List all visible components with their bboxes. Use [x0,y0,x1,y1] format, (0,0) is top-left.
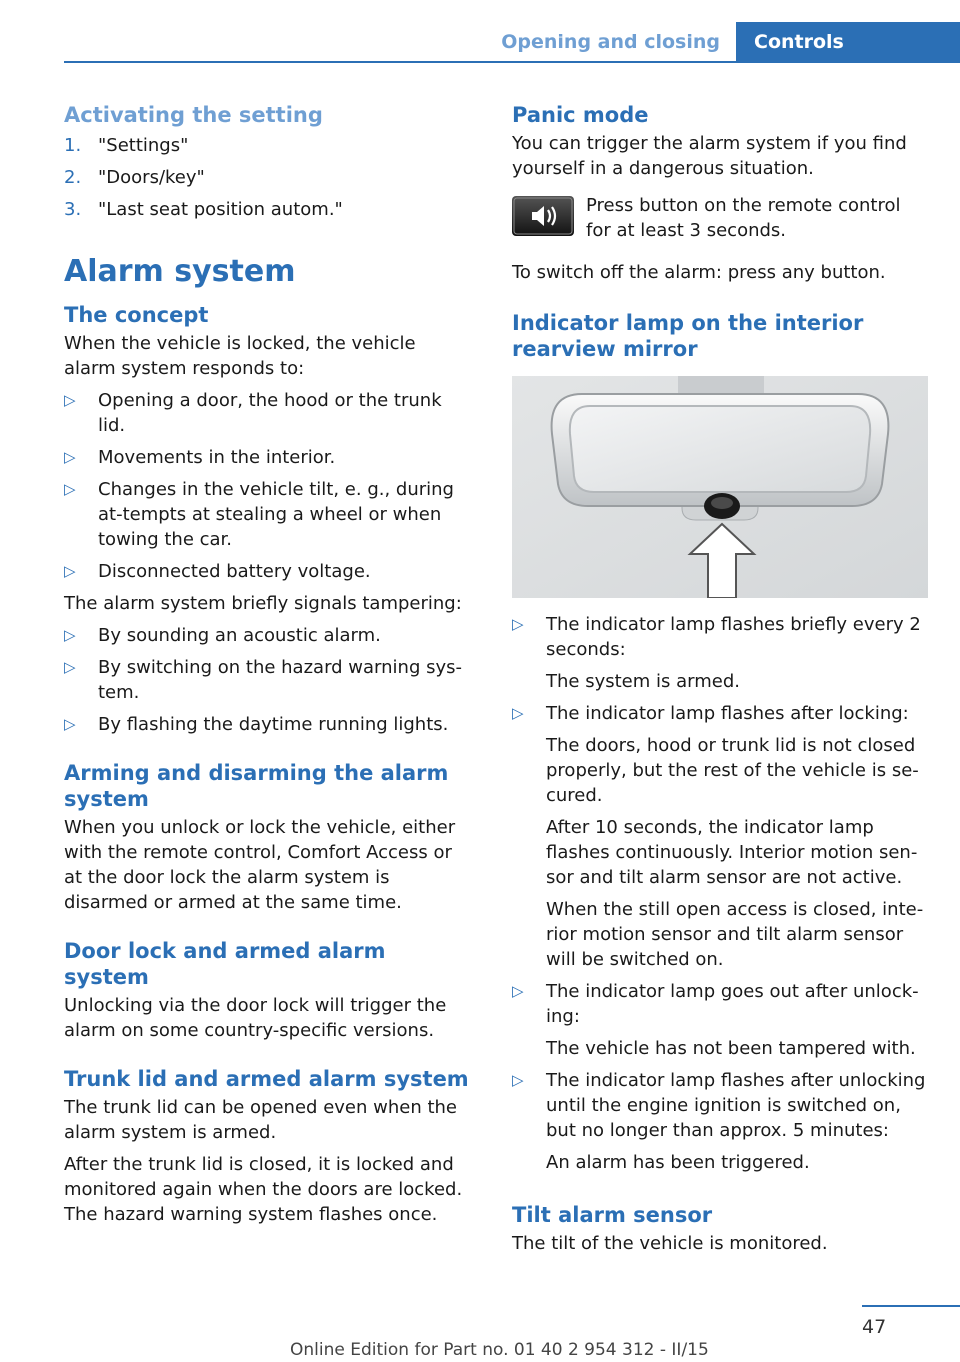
panic-icon-text: Press button on the remote control for at least 3 seconds. [586,195,901,241]
list-item: ▷ The indicator lamp flashes after unlocking until the engine ignition is switched on, but no longer than approx. 5 minutes: [512,1070,926,1141]
tilt-text: The tilt of the vehicle is monitored. [512,1233,828,1254]
indicator-title: Indicator lamp on the interior rearview mirror [512,311,864,361]
speaker-button-icon [512,196,574,236]
header-tab: Controls [736,22,960,62]
tilt-title: Tilt alarm sensor [512,1203,713,1227]
signals-bullets [64,623,472,737]
concept-bullets [64,388,472,584]
list-item: ▷ By sounding an acoustic alarm. [64,625,381,646]
list-item-detail: After 10 seconds, the indicator lamp flashes continuously. Interior motion sen-sor and tilt alarm sensor are not active. [546,817,918,888]
rearview-mirror-image [512,376,928,598]
panic-title: Panic mode [512,103,649,127]
panic-off-text: To switch off the alarm: press any button. [512,262,886,283]
left-column [64,102,472,1227]
trunk-text-2: After the trunk lid is closed, it is locked and monitored again when the doors are locked. The hazard warning system flashes once. [64,1154,463,1225]
door-lock-title: Door lock and armed alarm system [64,939,386,989]
trunk-title: Trunk lid and armed alarm system [64,1067,469,1091]
arming-title: Arming and disarming the alarm system [64,761,449,811]
list-item: ▷ The indicator lamp flashes briefly every 2 seconds: [512,614,921,660]
signals-intro: The alarm system briefly signals tampering: [64,593,462,614]
list-item: 1. "Settings" [64,135,189,156]
activating-title: Activating the setting [64,103,323,127]
list-item-detail: The system is armed. [546,671,740,692]
list-item-detail: When the still open access is closed, inte-rior motion sensor and tilt alarm sensor will be switched on. [546,899,924,970]
list-item-detail: The doors, hood or trunk lid is not closed properly, but the rest of the vehicle is se-cured. [546,735,919,806]
list-item: ▷ Movements in the interior. [64,447,336,468]
footer-rule [862,1305,960,1307]
list-item: ▷ The indicator lamp goes out after unlock-ing: [512,981,919,1027]
trunk-text-1: The trunk lid can be opened even when the alarm system is armed. [64,1097,457,1143]
concept-intro: When the vehicle is locked, the vehicle alarm system responds to: [64,333,416,379]
indicator-list [512,612,930,1175]
page-number: 47 [862,1316,887,1338]
list-item: ▷ The indicator lamp flashes after locking: [512,703,909,724]
list-item: ▷ Disconnected battery voltage. [64,561,371,582]
list-item-detail: An alarm has been triggered. [546,1152,810,1173]
list-item: ▷ By flashing the daytime running lights. [64,714,449,735]
panic-text: You can trigger the alarm system if you find yourself in a dangerous situation. [512,133,907,179]
right-column [512,102,930,1256]
footer-edition: Online Edition for Part no. 01 40 2 954 312 - II/15 [290,1340,709,1360]
header-section: Opening and closing [501,31,720,53]
arming-text: When you unlock or lock the vehicle, either with the remote control, Comfort Access or at the door lock the alarm system is disarmed or armed at the same time. [64,817,456,913]
list-item: ▷ Changes in the vehicle tilt, e. g., during at-tempts at stealing a wheel or when towing the car. [64,479,454,550]
activating-steps [64,133,472,222]
alarm-system-title: Alarm system [64,254,296,289]
panic-instruction [512,193,930,243]
list-item: ▷ By switching on the hazard warning sys-tem. [64,657,462,703]
list-item: ▷ Opening a door, the hood or the trunk lid. [64,390,442,436]
list-item: 3. "Last seat position autom." [64,199,343,220]
list-item-detail: The vehicle has not been tampered with. [546,1038,916,1059]
concept-title: The concept [64,303,209,327]
list-item: 2. "Doors/key" [64,167,205,188]
door-lock-text: Unlocking via the door lock will trigger the alarm on some country-specific versions. [64,995,447,1041]
header-rule [64,61,960,63]
